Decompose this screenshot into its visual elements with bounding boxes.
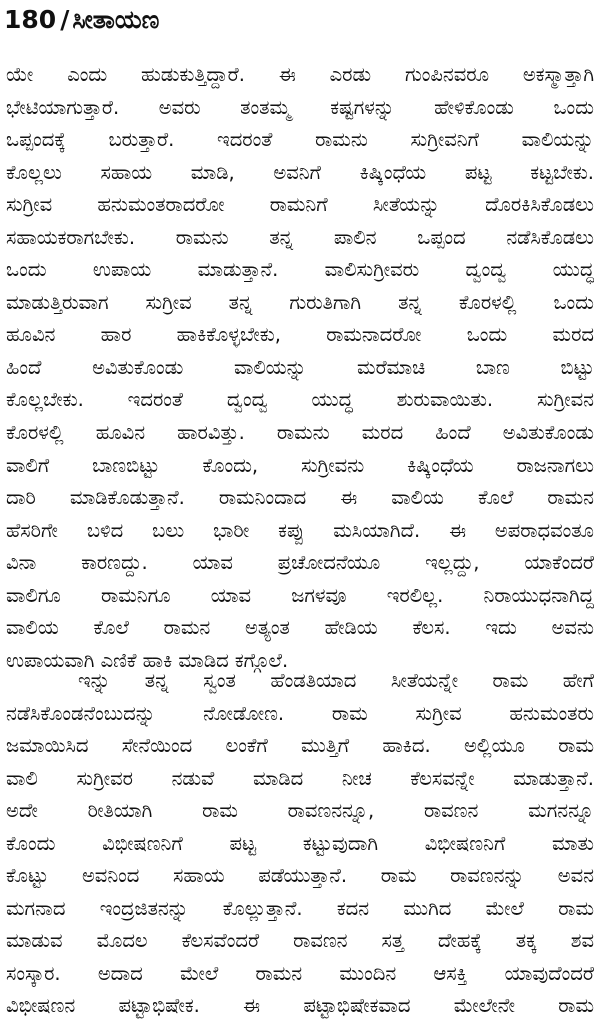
text-line: ಹಿಂದೆ ಅವಿತುಕೊಂಡು ವಾಲಿಯನ್ನು ಮರೆಮಾಚಿ ಬಾಣ ಬಿಟ್ಟು: [6, 355, 594, 379]
text-line: ವಿಭೀಷಣನ ಪಟ್ಟಾಭಿಷೇಕ. ಈ ಪಟ್ಟಾಭಿಷೇಕವಾದ ಮೇಲೇನೇ ರಾಮ: [6, 994, 594, 1018]
text-line: ವಾಲಿಯ ಕೊಲೆ ರಾಮನ ಅತ್ಯಂತ ಹೇಡಿಯ ಕೆಲಸ. ಇದು ಅವನು: [6, 616, 594, 640]
text-line: ಜಮಾಯಿಸಿದ ಸೇನೆಯಿಂದ ಲಂಕೆಗೆ ಮುತ್ತಿಗೆ ಹಾಕಿದ. ಅಲ್ಲಿಯೂ ರಾಮ: [6, 734, 594, 758]
text-line: ಕೊಲ್ಲಲು ಸಹಾಯ ಮಾಡಿ, ಅವನಿಗೆ ಕಿಷ್ಕಿಂಧೆಯ ಪಟ್ಟ ಕಟ್ಟಬೇಕು.: [6, 160, 594, 184]
header-separator: /: [60, 5, 70, 34]
text-line: ಕೊರಳಲ್ಲಿ ಹೂವಿನ ಹಾರವಿತ್ತು. ರಾಮನು ಮರದ ಹಿಂದೆ ಅವಿತುಕೊಂಡು: [6, 421, 594, 445]
text-line: ಕೊಟ್ಟು ಅವನಿಂದ ಸಹಾಯ ಪಡೆಯುತ್ತಾನೆ. ರಾಮ ರಾವಣನನ್ನು ಅವನ: [6, 864, 594, 888]
text-line: ಸಹಾಯಕರಾಗಬೇಕು. ರಾಮನು ತನ್ನ ಪಾಲಿನ ಒಪ್ಪಂದ ನಡೆಸಿಕೊಡಲು: [6, 225, 594, 249]
book-title: ಸೀತಾಯಣ: [72, 5, 160, 34]
text-line: ಹೆಸರಿಗೇ ಬಳಿದ ಬಲು ಭಾರೀ ಕಪ್ಪು ಮಸಿಯಾಗಿದೆ. ಈ ಅಪರಾಧವಂತೂ: [6, 518, 594, 542]
page-number: 180: [4, 5, 57, 34]
text-line: ಅದೇ ರೀತಿಯಾಗಿ ರಾಮ ರಾವಣನನ್ನೂ, ರಾವಣನ ಮಗನನ್ನೂ: [6, 799, 594, 823]
text-line: ವಿನಾ ಕಾರಣದ್ದು. ಯಾವ ಪ್ರಚೋದನೆಯೂ ಇಲ್ಲದ್ದು, ಯಾಕೆಂದರೆ: [6, 551, 594, 575]
text-line: ಯೇ ಎಂದು ಹುಡುಕುತ್ತಿದ್ದಾರೆ. ಈ ಎರಡು ಗುಂಪಿನವರೂ ಅಕಸ್ಮಾತ್ತಾಗಿ: [6, 63, 594, 86]
text-line: ಭೇಟಿಯಾಗುತ್ತಾರೆ. ಅವರು ತಂತಮ್ಮ ಕಷ್ಟಗಳನ್ನು ಹೇಳಿಕೊಂಡು ಒಂದು: [6, 95, 594, 119]
text-line: ಮಗನಾದ ಇಂದ್ರಜಿತನನ್ನು ಕೊಲ್ಲುತ್ತಾನೆ. ಕದನ ಮುಗಿದ ಮೇಲೆ ರಾಮ: [6, 896, 594, 920]
text-line: ವಾಲಿಗೆ ಬಾಣಬಿಟ್ಟು ಕೊಂದು, ಸುಗ್ರೀವನು ಕಿಷ್ಕಿಂಧೆಯ ರಾಜನಾಗಲು: [6, 453, 594, 477]
paragraph-1: [6, 59, 594, 677]
text-line: ಇನ್ನು ತನ್ನ ಸ್ವಂತ ಹೆಂಡತಿಯಾದ ಸೀತೆಯನ್ನೇ ರಾಮ ಹೇಗೆ: [78, 669, 594, 692]
text-line: ಸುಗ್ರೀವ ಹನುಮಂತರಾದರೋ ರಾಮನಿಗೆ ಸೀತೆಯನ್ನು ದೊರಕಿಸಿಕೊಡಲು: [6, 193, 594, 217]
text-line: ನಡೆಸಿಕೊಂಡನೆಂಬುದನ್ನು ನೋಡೋಣ. ರಾಮ ಸುಗ್ರೀವ ಹನುಮಂತರು: [6, 701, 594, 725]
text-line: ಒಂದು ಉಪಾಯ ಮಾಡುತ್ತಾನೆ. ವಾಲಿಸುಗ್ರೀವರು ದ್ವಂದ್ವ ಯುದ್ಧ: [6, 258, 594, 282]
text-line: ಉಪಾಯವಾಗಿ ಎಣಿಕೆ ಹಾಕಿ ಮಾಡಿದ ಕಗ್ಗೊಲೆ.: [6, 648, 289, 672]
text-line: ಮಾಡುವ ಮೊದಲ ಕೆಲಸವೆಂದರೆ ರಾವಣನ ಸತ್ತ ದೇಹಕ್ಕೆ ತಕ್ಕ ಶವ: [6, 929, 594, 953]
text-line: ಕೊಂದು ವಿಭೀಷಣನಿಗೆ ಪಟ್ಟ ಕಟ್ಟುವುದಾಗಿ ವಿಭೀಷಣನಿಗೆ ಮಾತು: [6, 831, 594, 855]
text-line: ಮಾಡುತ್ತಿರುವಾಗ ಸುಗ್ರೀವ ತನ್ನ ಗುರುತಿಗಾಗಿ ತನ್ನ ಕೊರಳಲ್ಲಿ ಒಂದು: [6, 290, 594, 314]
text-line: ಕೊಲ್ಲಬೇಕು. ಇದರಂತೆ ದ್ವಂದ್ವ ಯುದ್ಧ ಶುರುವಾಯಿತು. ಸುಗ್ರೀವನ: [6, 388, 594, 412]
text-line: ಒಪ್ಪಂದಕ್ಕೆ ಬರುತ್ತಾರೆ. ಇದರಂತೆ ರಾಮನು ಸುಗ್ರೀವನಿಗೆ ವಾಲಿಯನ್ನು: [6, 128, 594, 152]
text-line: ವಾಲಿಗೂ ರಾಮನಿಗೂ ಯಾವ ಜಗಳವೂ ಇರಲಿಲ್ಲ. ನಿರಾಯುಧನಾಗಿದ್ದ: [6, 583, 594, 607]
text-line: ದಾರಿ ಮಾಡಿಕೊಡುತ್ತಾನೆ. ರಾಮನಿಂದಾದ ಈ ವಾಲಿಯ ಕೊಲೆ ರಾಮನ: [6, 486, 594, 510]
paragraph-2: [6, 665, 594, 1023]
text-line: ಹೂವಿನ ಹಾರ ಹಾಕಿಕೊಳ್ಳಬೇಕು, ರಾಮನಾದರೋ ಒಂದು ಮರದ: [6, 323, 594, 347]
text-line: ವಾಲಿ ಸುಗ್ರೀವರ ನಡುವೆ ಮಾಡಿದ ನೀಚ ಕೆಲಸವನ್ನೇ ಮಾಡುತ್ತಾನೆ.: [6, 766, 594, 790]
page-header: [4, 3, 159, 37]
text-line: ಸಂಸ್ಕಾರ. ಅದಾದ ಮೇಲೆ ರಾಮನ ಮುಂದಿನ ಆಸಕ್ತಿ ಯಾವುದೆಂದರೆ: [6, 961, 594, 985]
